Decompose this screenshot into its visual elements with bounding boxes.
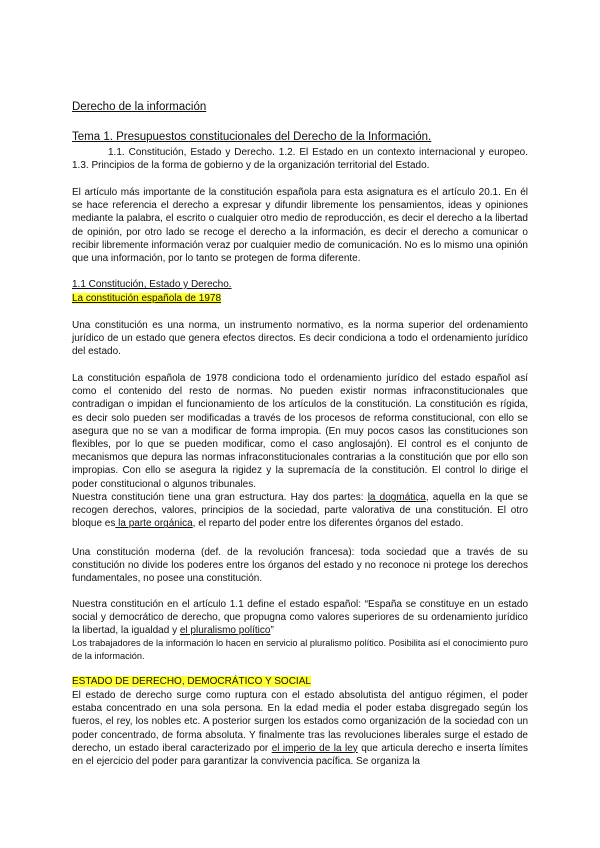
intro-paragraph: El artículo más importante de la constitución española para esta asignatura es el artículo 20.1. En él se hace referencia el derecho a expresar y difundir libremente los pensamientos, ideas y opiniones mediante la palabra, el escrito o cualquier otro medio de reproducción, es decir el derecho a la libertad de opinión, por otro lado se recoge el derecho a la información, es decir el derecho a comunicar o recibir libremente información veraz por cualquier medio de comunicación. No es lo mismo una opinión que una información, por lo tanto se protegen de forma diferente. bbox=[72, 187, 528, 265]
paragraph-7-b: que articula derecho e inserta límites en el ejercicio del poder para garantizar la convivencia pacífica. Se organiza la bbox=[72, 742, 528, 768]
paragraph-6: Los trabajadores de la información lo hacen en servicio al pluralismo político. Posibilita así el conocimiento puro de la información. bbox=[72, 638, 528, 661]
tema-subtitles: 1.1. Constitución, Estado y Derecho. 1.2. El Estado en un contexto internacional y europeo. 1.3. Principios de la forma de gobierno y de la organización territorial del Estado. bbox=[72, 147, 528, 172]
paragraph-4: Una constitución moderna (def. de la revolución francesa): toda sociedad que a través de su constitución no divide los poderes entre los órganos del estado y no reconoce ni protege los derechos fundamentales, no posee una constitución. bbox=[72, 547, 528, 585]
tema-title: Tema 1. Presupuestos constitucionales del Derecho de la Información. bbox=[72, 131, 432, 143]
imperio-ley-link: el imperio de la ley bbox=[271, 742, 358, 754]
highlight-heading-1 bbox=[72, 292, 528, 305]
paragraph-2: La constitución española de 1978 condiciona todo el ordenamiento jurídico del estado español así como el contenido del resto de normas. No pueden existir normas infraconstitucionales que contradigan o impidan el funcionamiento de los artículos de la constitución. La constitución es rígida, es decir solo pueden ser modificadas a través de los procesos de reforma constitucional, con ello se asegura que no se van a modificar de forma impropia. (En muy pocos casos las constituciones son flexibles, por lo que se pueden modificar, como el caso anglosajón). El control es el conjunto de mecanismos que depura las normas infraconstitucionales contrarias a la constitución que por ello son impropias. Con ello se asegura la rigidez y la supremacía de la constitución. El control lo dirige el poder constitucional o algunos tribunales. bbox=[72, 373, 528, 490]
paragraph-5-a: Nuestra constitución en el artículo 1.1 define el estado español: “España se constituye en un estado social y democrático de derecho, que propugna como valores superiores de su ordenamiento jurídico la libertad, la igualdad y bbox=[72, 599, 528, 637]
section-heading bbox=[72, 278, 528, 291]
document-title: Derecho de la información bbox=[72, 101, 207, 113]
paragraph-1: Una constitución es una norma, un instrumento normativo, es la norma superior del ordenamiento jurídico de un estado que genera efectos directos. Es decir condiciona a todo el ordenamiento jurídico del estado. bbox=[72, 320, 528, 358]
highlight-heading-1-text: La constitución española de 1978 bbox=[72, 293, 222, 304]
paragraph-7 bbox=[72, 689, 528, 768]
paragraph-7-a: El estado de derecho surge como ruptura con el estado absolutista del antiguo régimen, el poder estaba concentrado en una sola persona. En la edad media el poder estaba disgregado según los fueros, el rey, los nobles etc. A posterior surgen los estados como organización de la sociedad con un poder concentrado, de forma absoluta. Y finalmente tras las revoluciones liberales surge el estado de derecho, un estado iberal caracterizado por bbox=[72, 690, 528, 754]
dogmatica-link: la dogmática bbox=[367, 492, 426, 503]
paragraph-3-b: , aquella en la que se recogen derechos, valores, principios de la sociedad, parte valorativa de una constitución. El otro bloque es bbox=[72, 492, 528, 530]
paragraph-5-b: ” bbox=[270, 625, 274, 637]
section-heading-text: 1.1 Constitución, Estado y Derecho. bbox=[72, 279, 232, 290]
pluralismo-link: el pluralismo político bbox=[179, 625, 271, 637]
paragraph-3 bbox=[72, 491, 528, 531]
paragraph-3-c: , el reparto del poder entre los diferentes órganos del estado. bbox=[192, 518, 464, 530]
paragraph-5 bbox=[72, 598, 528, 638]
organica-link: la parte orgánica bbox=[115, 518, 193, 530]
highlight-heading-2 bbox=[72, 675, 528, 688]
highlight-heading-2-text: ESTADO DE DERECHO, DEMOCRÁTICO Y SOCIAL bbox=[72, 676, 311, 687]
paragraph-3-a: Nuestra constitución tiene una gran estructura. Hay dos partes: bbox=[72, 492, 368, 503]
